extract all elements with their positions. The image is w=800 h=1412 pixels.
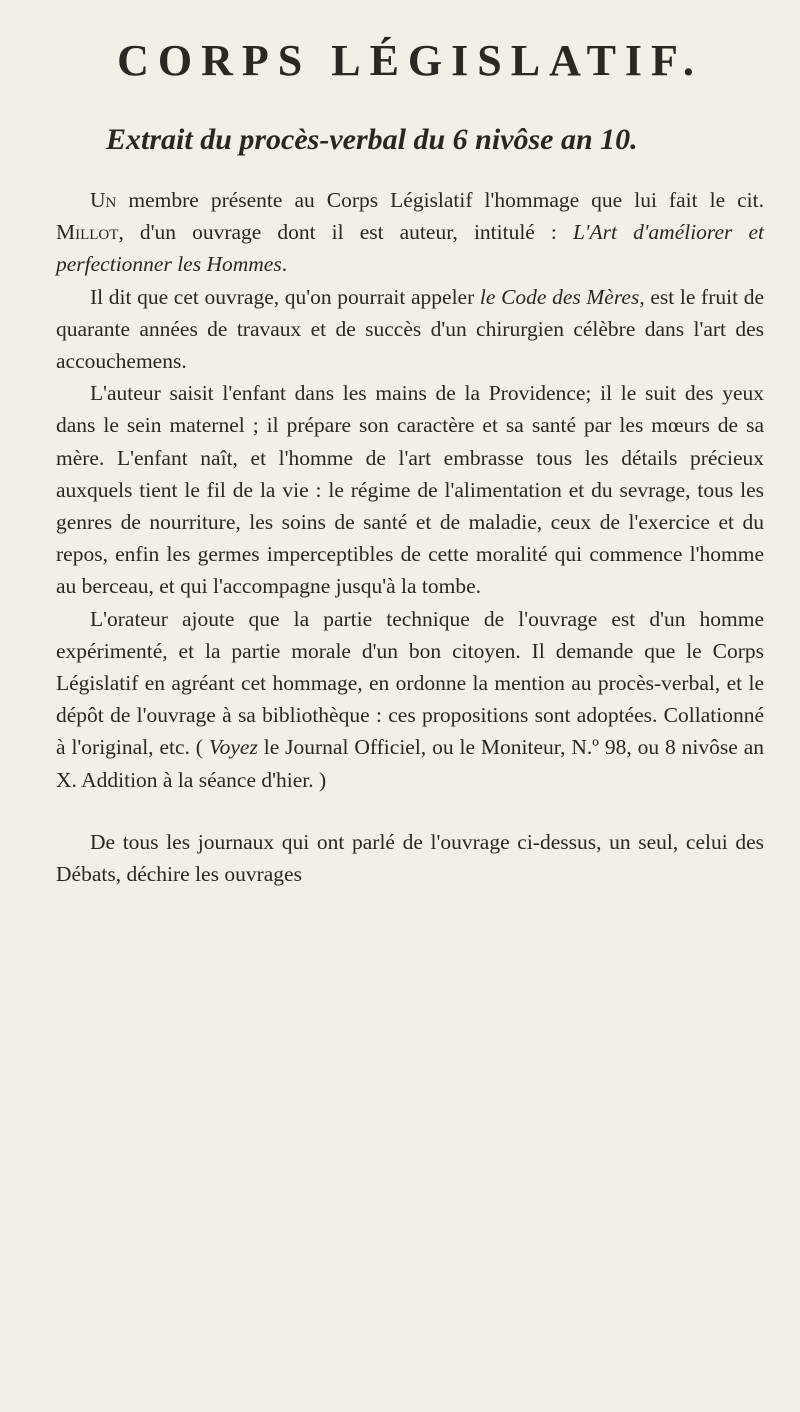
page-title: CORPS LÉGISLATIF.: [117, 36, 703, 85]
paragraph-4-text-a: L'orateur ajoute que la partie technique de l'ouvrage est d'un homme expérimenté, et la partie morale d'un bon citoyen. Il demande que le Corps Législatif en agréant cet hommage, en ordonne la mention au procès-verbal, et le dépôt de l'ouvrage à sa bibliothèque : ces propositions sont adoptées. Collationné à l'original, etc. (: [56, 606, 764, 760]
paragraph-2: [56, 281, 764, 378]
subtitle: Extrait du procès-verbal du 6 nivôse an 10.: [106, 123, 638, 156]
paragraph-1: [56, 184, 764, 281]
paragraph-1-lead: Un: [90, 188, 117, 212]
paragraph-1-text-a: membre présente au Corps Législatif l'hommage que lui fait le cit.: [116, 188, 764, 212]
paragraph-2-text-a: Il dit que cet ouvrage, qu'on pourrait appeler: [90, 284, 480, 309]
paragraph-4-emphasis: Voyez: [208, 735, 258, 760]
paragraph-2-text-b: , est le fruit de quarante années de travaux et de succès d'un chirurgien célèbre dans l'art des accouchemens.: [56, 284, 764, 374]
paragraph-4: [56, 603, 764, 796]
body-text: [56, 184, 764, 890]
paragraph-2-emphasis: le Code des Mères: [479, 284, 640, 309]
author-name: Millot: [56, 220, 119, 245]
paragraph-5: De tous les journaux qui ont parlé de l'ouvrage ci-dessus, un seul, celui des Débats, déchire les ouvrages: [56, 829, 764, 887]
paragraph-1-text-c: .: [281, 252, 288, 277]
paragraph-1-text-b: , d'un ouvrage dont il est auteur, intitulé :: [118, 220, 573, 245]
paragraph-3: L'auteur saisit l'enfant dans les mains de la Providence; il le suit des yeux dans le sein maternel ; il prépare son caractère et sa santé par les mœurs de sa mère. L'enfant naît, et l'homme de l'art embrasse tous les détails précieux auxquels tient le fil de la vie : le régime de l'alimentation et du sevrage, tous les genres de nourriture, les soins de santé et de maladie, ceux de l'exercice et du repos, enfin les germes imperceptibles de cette moralité qui commence l'homme au berceau, et qui l'accompagne jusqu'à la tombe.: [56, 381, 764, 599]
paragraph-4-text-b: le Journal Officiel, ou le Moniteur, N.º 98, ou 8 nivôse an X. Addition à la séance d'hier. ): [56, 735, 764, 792]
book-title: L'Art d'améliorer et perfectionner les Hommes: [56, 220, 764, 277]
